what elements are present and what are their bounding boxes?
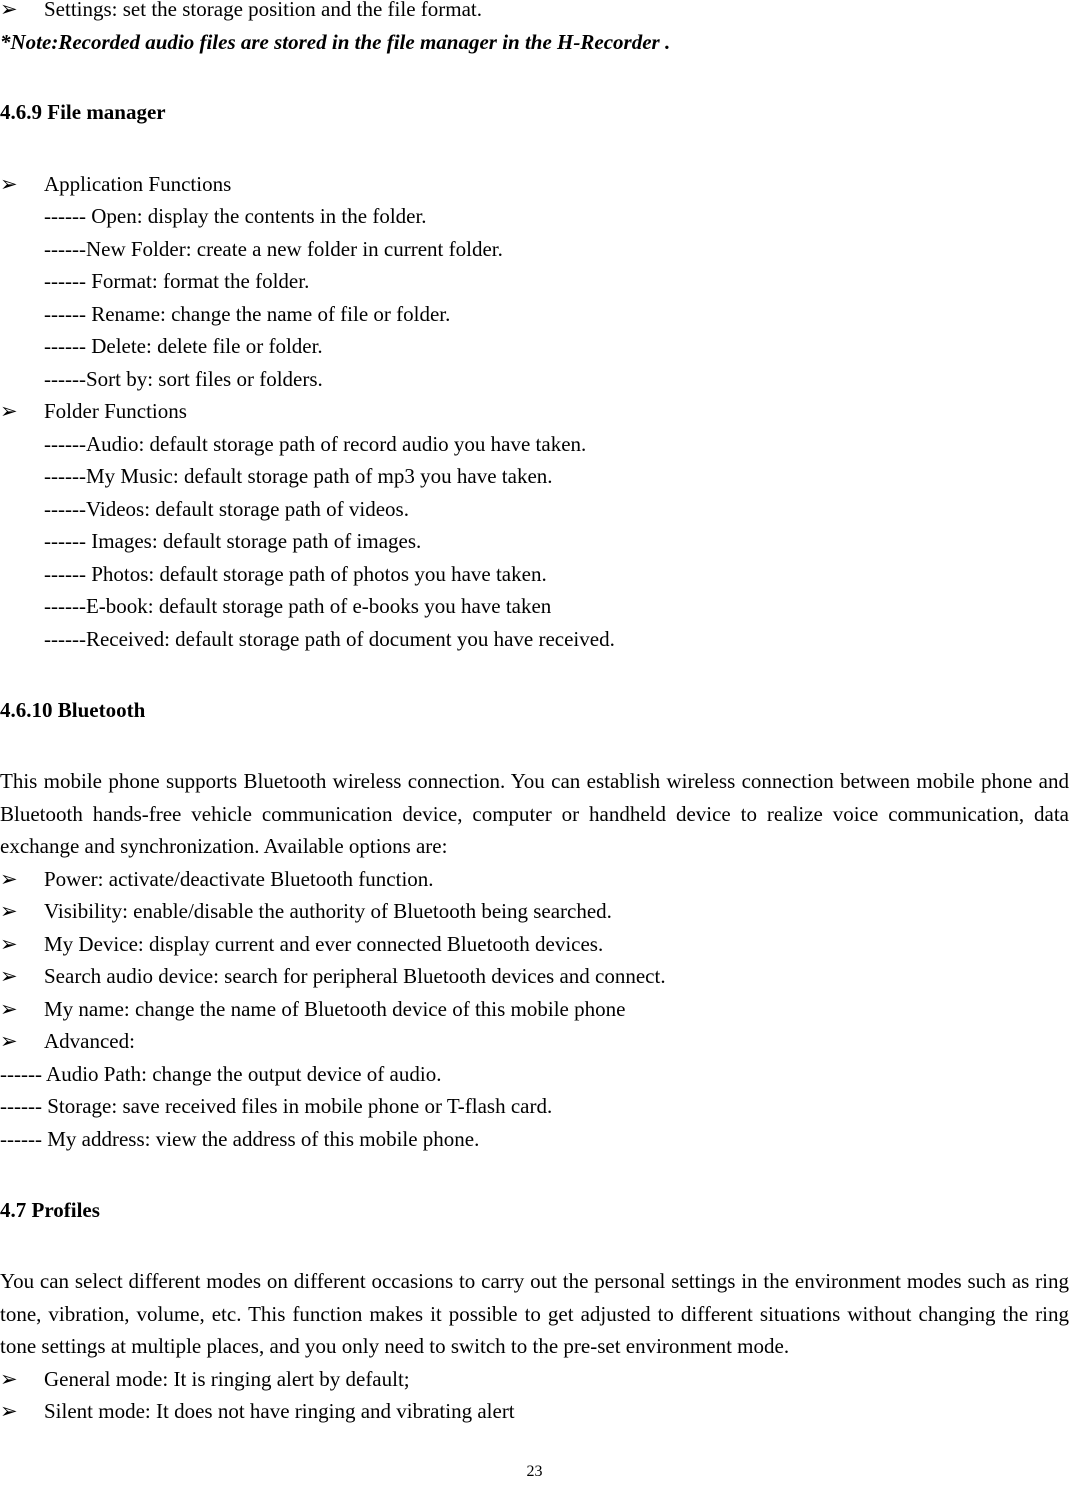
section-heading-bluetooth: 4.6.10 Bluetooth [0, 698, 146, 722]
page-number: 23 [526, 1463, 543, 1480]
folder-functions-label: Folder Functions [44, 399, 187, 423]
section-heading-file-manager: 4.6.9 File manager [0, 100, 166, 124]
arrow-bullet-icon: ➢ [0, 399, 18, 423]
list-item: ------My Music: default storage path of mp3 you have taken. [44, 464, 553, 488]
list-item: ------ Format: format the folder. [44, 269, 310, 293]
bluetooth-bullet-text: Advanced: [44, 1029, 135, 1053]
arrow-bullet-icon: ➢ [0, 172, 18, 196]
profiles-bullet-text: Silent mode: It does not have ringing and vibrating alert [44, 1399, 515, 1423]
list-item: ------Audio: default storage path of record audio you have taken. [44, 432, 587, 456]
profiles-bullet-text: General mode: It is ringing alert by default; [44, 1367, 410, 1391]
arrow-bullet-icon: ➢ [0, 1367, 18, 1391]
bluetooth-bullet-text: Search audio device: search for peripheral Bluetooth devices and connect. [44, 964, 666, 988]
bluetooth-bullet-text: Power: activate/deactivate Bluetooth function. [44, 867, 434, 891]
list-item: ------ My address: view the address of this mobile phone. [0, 1127, 480, 1151]
bluetooth-paragraph: This mobile phone supports Bluetooth wireless connection. You can establish wireless connection between mobile phone and Bluetooth hands-free vehicle communication device, computer or handheld device to realize voice communication, data exchange and synchronization. Available options are: [0, 769, 1069, 858]
arrow-bullet-icon: ➢ [0, 1029, 18, 1053]
list-item: ------ Delete: delete file or folder. [44, 334, 323, 358]
profiles-paragraph: You can select different modes on different occasions to carry out the personal settings in the environment modes such as ring tone, vibration, volume, etc. This function makes it possible to get adjusted to different situations without changing the ring tone settings at multiple places, and you only need to switch to the pre-set environment mode. [0, 1269, 1069, 1358]
app-functions-label: Application Functions [44, 172, 232, 196]
list-item: ------ Storage: save received files in mobile phone or T-flash card. [0, 1094, 553, 1118]
bluetooth-bullet-text: Visibility: enable/disable the authority of Bluetooth being searched. [44, 899, 612, 923]
bluetooth-bullet-text: My Device: display current and ever connected Bluetooth devices. [44, 932, 604, 956]
settings-bullet-text: Settings: set the storage position and the file format. [44, 0, 482, 21]
arrow-bullet-icon: ➢ [0, 997, 18, 1021]
arrow-bullet-icon: ➢ [0, 0, 18, 21]
list-item: ------ Photos: default storage path of photos you have taken. [44, 562, 547, 586]
list-item: ------New Folder: create a new folder in current folder. [44, 237, 503, 261]
section-heading-profiles: 4.7 Profiles [0, 1198, 100, 1222]
list-item: ------E-book: default storage path of e-books you have taken [44, 594, 552, 618]
list-item: ------Videos: default storage path of videos. [44, 497, 409, 521]
recorder-note: *Note:Recorded audio files are stored in the file manager in the H-Recorder . [0, 30, 671, 54]
list-item: ------Sort by: sort files or folders. [44, 367, 323, 391]
arrow-bullet-icon: ➢ [0, 932, 18, 956]
list-item: ------ Rename: change the name of file or folder. [44, 302, 451, 326]
arrow-bullet-icon: ➢ [0, 964, 18, 988]
list-item: ------ Audio Path: change the output device of audio. [0, 1062, 442, 1086]
arrow-bullet-icon: ➢ [0, 1399, 18, 1423]
list-item: ------Received: default storage path of document you have received. [44, 627, 615, 651]
list-item: ------ Open: display the contents in the folder. [44, 204, 427, 228]
arrow-bullet-icon: ➢ [0, 867, 18, 891]
list-item: ------ Images: default storage path of images. [44, 529, 422, 553]
arrow-bullet-icon: ➢ [0, 899, 18, 923]
bluetooth-bullet-text: My name: change the name of Bluetooth device of this mobile phone [44, 997, 626, 1021]
